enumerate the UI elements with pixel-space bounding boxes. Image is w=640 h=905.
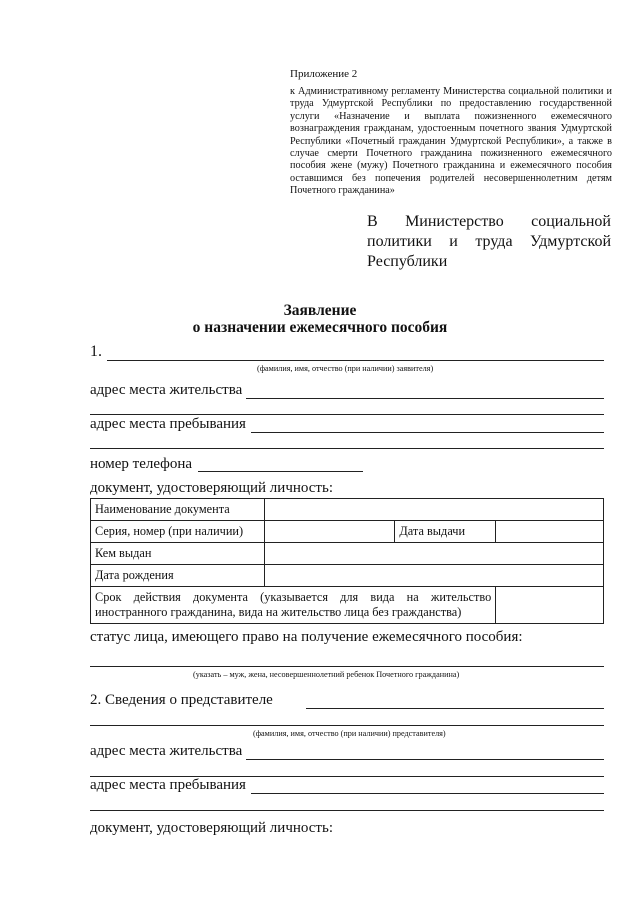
stay-field[interactable]	[251, 432, 604, 433]
residence-label: адрес места жительства	[90, 382, 243, 398]
section1-number: 1.	[90, 343, 102, 360]
representative-hint: (фамилия, имя, отчество (при наличии) представителя)	[253, 729, 446, 738]
issue-date-label: Дата выдачи	[395, 521, 496, 543]
table-row	[91, 543, 604, 565]
birth-date-label: Дата рождения	[91, 565, 265, 587]
phone-label: номер телефона	[90, 456, 193, 472]
table-row	[91, 587, 604, 624]
rep-stay-field-2[interactable]	[90, 810, 604, 811]
series-number-label: Серия, номер (при наличии)	[91, 521, 265, 543]
issue-date-cell[interactable]	[496, 521, 604, 543]
validity-cell[interactable]	[496, 587, 604, 624]
representative-field-2[interactable]	[90, 725, 604, 726]
validity-label: Срок действия документа (указывается для вида на жительство иностранного гражданина, вида на жительство лица без гражданства)	[91, 587, 496, 624]
appendix-text: к Административному регламенту Министерства социальной политики и труда Удмуртской Республики по предоставлению государственной услуги «Назначение и выплата пожизненного ежемесячного вознаграждения гражданам, удостоенным почетного звания Удмуртской Республики «Почетный гражданин Удмуртской Республики», а также в случае смерти Почетного гражданина пожизненного ежемесячного пособия жене (мужу) Почетного гражданина и ежемесячного пособия оставшимся без попечения родителей несовершеннолетним детям Почетного гражданина»	[290, 86, 612, 197]
status-label: статус лица, имеющего право на получение ежемесячного пособия:	[90, 629, 523, 645]
doc-name-cell[interactable]	[264, 499, 603, 521]
stay-field-2[interactable]	[90, 448, 604, 449]
rep-stay-label: адрес места пребывания	[90, 777, 246, 793]
section2-label: 2. Сведения о представителе	[90, 692, 273, 708]
rep-residence-label: адрес места жительства	[90, 743, 243, 759]
series-number-cell[interactable]	[264, 521, 395, 543]
residence-field-2[interactable]	[90, 414, 604, 415]
addressee: В Министерство социальной политики и труда Удмуртской Республики	[367, 213, 611, 270]
residence-field[interactable]	[246, 398, 604, 399]
document-subtitle: о назначении ежемесячного пособия	[192, 319, 448, 336]
birth-date-cell[interactable]	[264, 565, 603, 587]
id-document-label: документ, удостоверяющий личность:	[90, 480, 333, 496]
table-row	[91, 565, 604, 587]
table-row	[91, 521, 604, 543]
id-document-table	[90, 498, 604, 624]
issued-by-label: Кем выдан	[91, 543, 265, 565]
rep-residence-field[interactable]	[246, 759, 604, 760]
applicant-name-field[interactable]	[107, 360, 604, 361]
issued-by-cell[interactable]	[264, 543, 603, 565]
table-row	[91, 499, 604, 521]
doc-name-label: Наименование документа	[91, 499, 265, 521]
stay-label: адрес места пребывания	[90, 416, 246, 432]
status-hint: (указать – муж, жена, несовершеннолетний ребенок Почетного гражданина)	[193, 670, 460, 679]
representative-field[interactable]	[306, 708, 604, 709]
rep-stay-field[interactable]	[251, 793, 604, 794]
applicant-name-hint: (фамилия, имя, отчество (при наличии) заявителя)	[257, 364, 434, 373]
document-title: Заявление	[283, 302, 357, 319]
rep-id-document-label: документ, удостоверяющий личность:	[90, 820, 333, 836]
phone-field[interactable]	[198, 471, 363, 472]
status-field[interactable]	[90, 666, 604, 667]
appendix-title: Приложение 2	[290, 68, 358, 80]
